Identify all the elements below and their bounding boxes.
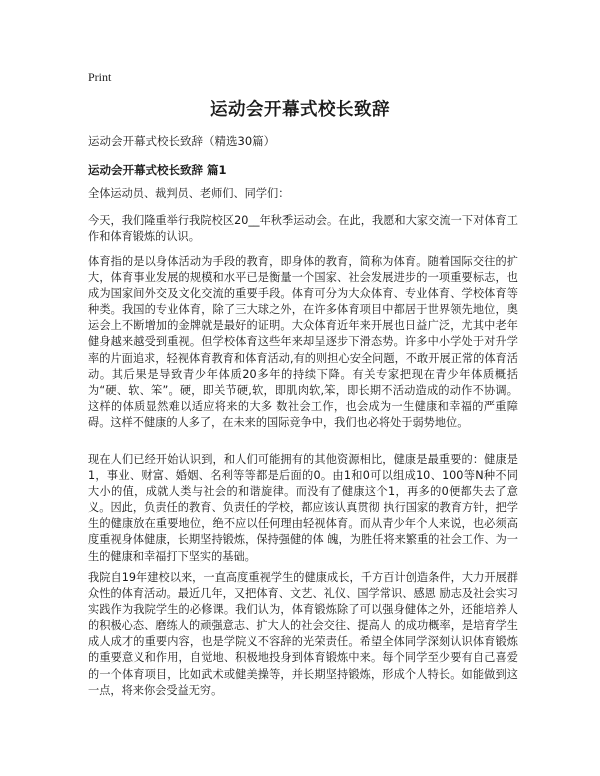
document-subtitle: 运动会开幕式校长致辞（精选30篇） [88,134,276,148]
paragraph-body: 体育指的是以身体活动为手段的教育，即身体的教育，简称为体育。随着国际交往的扩大，体育事业发展的规模和水平已是衡量一个国家、社会发展进步的一项重要标志，也成为国家间外交及文化交流的重要手段。体育可分为大众体育、专业体育、学校体育等种类。我国的专业体育，除了三大球之外，在许多体育项目中都居于世界领先地位，奥运会上不断增加的金牌就是最好的证明。大众体育近年来开展也日益广泛，尤其中老年健身越来越受到重视。但学校体育这些年来却呈逐步下滑态势。许多中小学处于对升学率的片面追求，轻视体育教育和体育活动,有的则担心安全问题，不敢开展正常的体育活动。其后果是导致青少年体质20多年的持续下降。有关专家把现在青少年体质概括为“硬、软、笨”。硬，即关节硬,软，即肌肉软,笨，即长期不活动造成的动作不协调。这样的体质显然难以适应将来的大多 数社会工作，也会成为一生健康和幸福的严重障碍。这样不健康的人多了，在未来的国际竞争中，我们也必将处于弱势地位。 [88,255,518,429]
section-heading: 运动会开幕式校长致辞 篇1 [88,163,227,177]
paragraph-body: 现在人们已经开始认识到，和人们可能拥有的其他资源相比，健康是最重要的：健康是1，事业、财富、婚姻、名利等等都是后面的0。由1和0可以组成10、100等N种不同大小的值，成就人类与社会的和谐旋律。而没有了健康这个1，再多的0便都失去了意义。因此，负责任的教育、负责任的学校，都应该认真贯彻 执行国家的教育方针，把学生的健康放在重要地位，绝不应以任何理由轻视体育。而从青少年个人来说，也必须高度重视身体健康，长期坚持锻炼，保持强健的体 魄，为胜任将来繁重的社会工作、为一生的健康和幸福打下坚实的基础。 [88,453,518,563]
page-title: 运动会开幕式校长致辞 [210,100,390,120]
paragraph-greeting: 全体运动员、裁判员、老师们、同学们： [88,187,290,200]
print-link[interactable]: Print [88,70,112,84]
paragraph-intro: 今天，我们隆重举行我院校区20__年秋季运动会。在此，我愿和大家交流一下对体育工作和体育锻炼的认识。 [88,214,518,244]
paragraph-body: 我院自19年建校以来，一直高度重视学生的健康成长，千方百计创造条件，大力开展群众性的体育活动。最近几年，又把体育、文艺、礼仪、国学常识、感恩 励志及社会实习实践作为我院学生的必修课。我们认为，体育锻炼除了可以强身健体之外，还能培养人的积极心态、磨练人的顽强意志、扩大人的社会交往、提高人 的成功概率，是培育学生成人成才的重要内容，也是学院义不容辞的光荣责任。希望全体同学深刻认识体育锻炼的重要意义和作用，自觉地、积极地投身到体育锻炼中来。每个同学至少要有自己喜爱的一个体育项目，比如武术或健美操等，并长期坚持锻炼，形成个人特长。如能做到这一点，将来你会受益无穷。 [88,571,518,697]
